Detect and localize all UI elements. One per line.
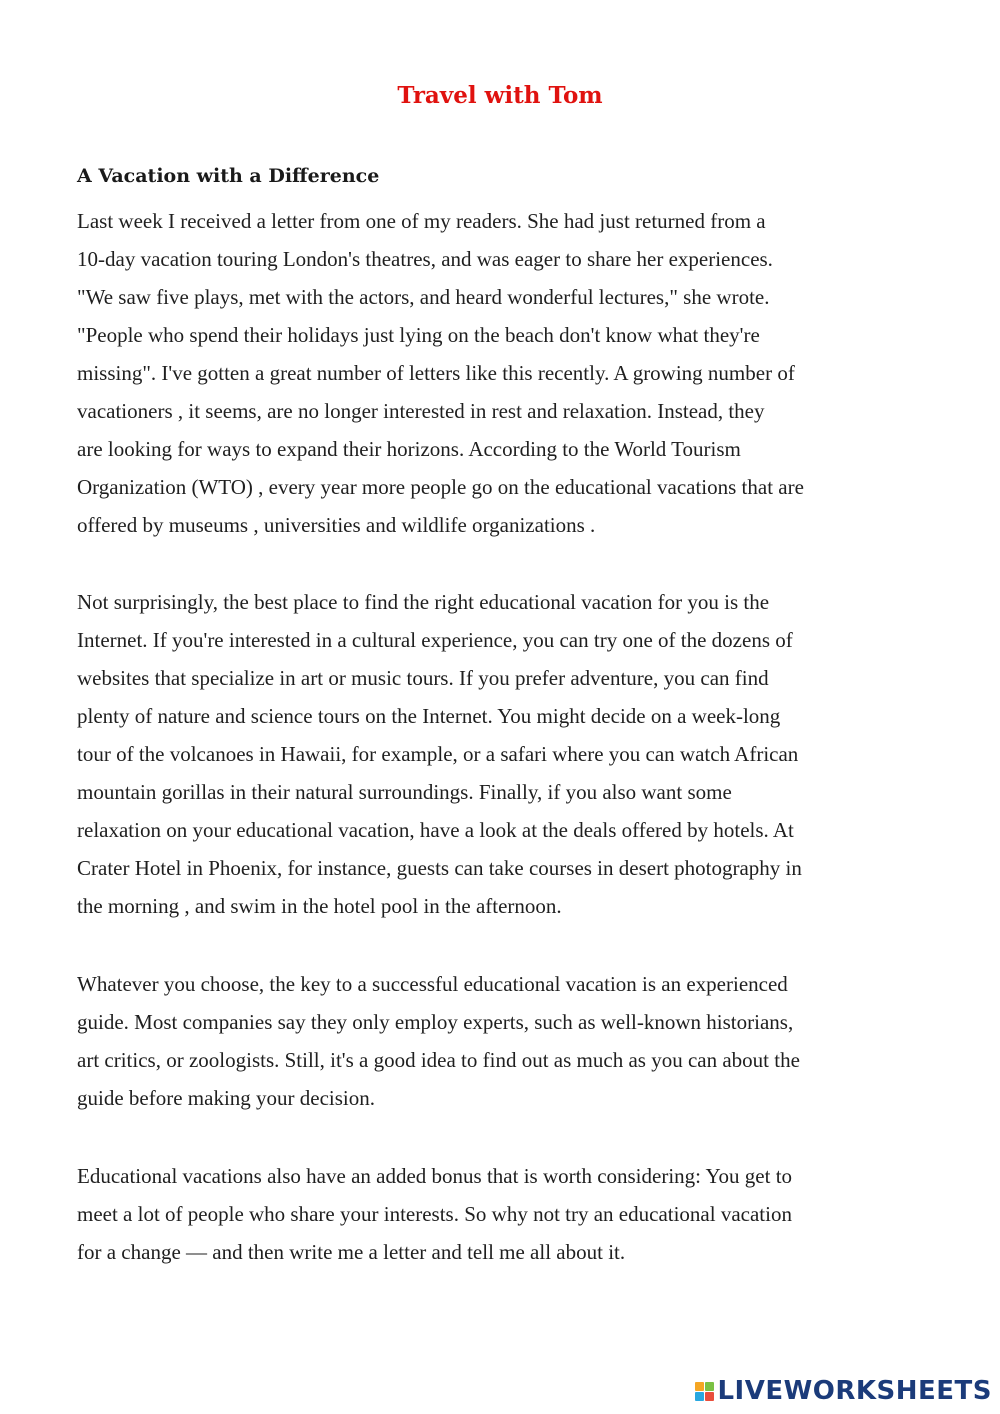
text-line: guide before making your decision. <box>77 1086 375 1110</box>
paragraph-1 <box>77 202 877 544</box>
text-line: Not surprisingly, the best place to find the right educational vacation for you is the <box>77 590 770 614</box>
text-line: missing". I've gotten a great number of letters like this recently. A growing number of <box>77 361 795 385</box>
text-line: guide. Most companies say they only employ experts, such as well-known historians, <box>77 1010 794 1034</box>
text-line: mountain gorillas in their natural surroundings. Finally, if you also want some <box>77 780 732 804</box>
text-line: vacationers , it seems, are no longer interested in rest and relaxation. Instead, they <box>77 399 765 423</box>
text-line: Organization (WTO) , every year more people go on the educational vacations that are <box>77 475 804 499</box>
text-line: Internet. If you're interested in a cultural experience, you can try one of the dozens of <box>77 628 793 652</box>
liveworksheets-watermark <box>695 1376 992 1406</box>
text-line: tour of the volcanoes in Hawaii, for example, or a safari where you can watch African <box>77 742 799 766</box>
text-line: the morning , and swim in the hotel pool in the afternoon. <box>77 894 562 918</box>
text-line: plenty of nature and science tours on the Internet. You might decide on a week-long <box>77 704 781 728</box>
text-line: "We saw five plays, met with the actors, and heard wonderful lectures," she wrote. <box>77 285 770 309</box>
liveworksheets-logo-icon <box>695 1382 714 1401</box>
text-line: are looking for ways to expand their horizons. According to the World Tourism <box>77 437 741 461</box>
text-line: Last week I received a letter from one of my readers. She had just returned from a <box>77 209 766 233</box>
watermark-text: LIVEWORKSHEETS <box>717 1376 992 1406</box>
page-title: Travel with Tom <box>397 82 603 109</box>
text-line: offered by museums , universities and wildlife organizations . <box>77 513 596 537</box>
text-line: "People who spend their holidays just lying on the beach don't know what they're <box>77 323 760 347</box>
paragraph-2 <box>77 583 877 925</box>
text-line: art critics, or zoologists. Still, it's a good idea to find out as much as you can about the <box>77 1048 800 1072</box>
text-line: relaxation on your educational vacation, have a look at the deals offered by hotels. At <box>77 818 794 842</box>
logo-tile <box>695 1382 704 1391</box>
text-line: 10-day vacation touring London's theatres, and was eager to share her experiences. <box>77 247 773 271</box>
paragraph-4 <box>77 1157 877 1271</box>
paragraph-3 <box>77 965 877 1117</box>
text-line: Educational vacations also have an added bonus that is worth considering: You get to <box>77 1164 793 1188</box>
text-line: Crater Hotel in Phoenix, for instance, guests can take courses in desert photography in <box>77 856 802 880</box>
logo-tile <box>695 1392 704 1401</box>
logo-tile <box>705 1392 714 1401</box>
text-line: Whatever you choose, the key to a successful educational vacation is an experienced <box>77 972 788 996</box>
text-line: meet a lot of people who share your interests. So why not try an educational vacation <box>77 1202 792 1226</box>
text-line: for a change — and then write me a letter and tell me all about it. <box>77 1240 626 1264</box>
text-line: websites that specialize in art or music tours. If you prefer adventure, you can find <box>77 666 769 690</box>
logo-tile <box>705 1382 714 1391</box>
article-heading: A Vacation with a Difference <box>77 165 380 187</box>
